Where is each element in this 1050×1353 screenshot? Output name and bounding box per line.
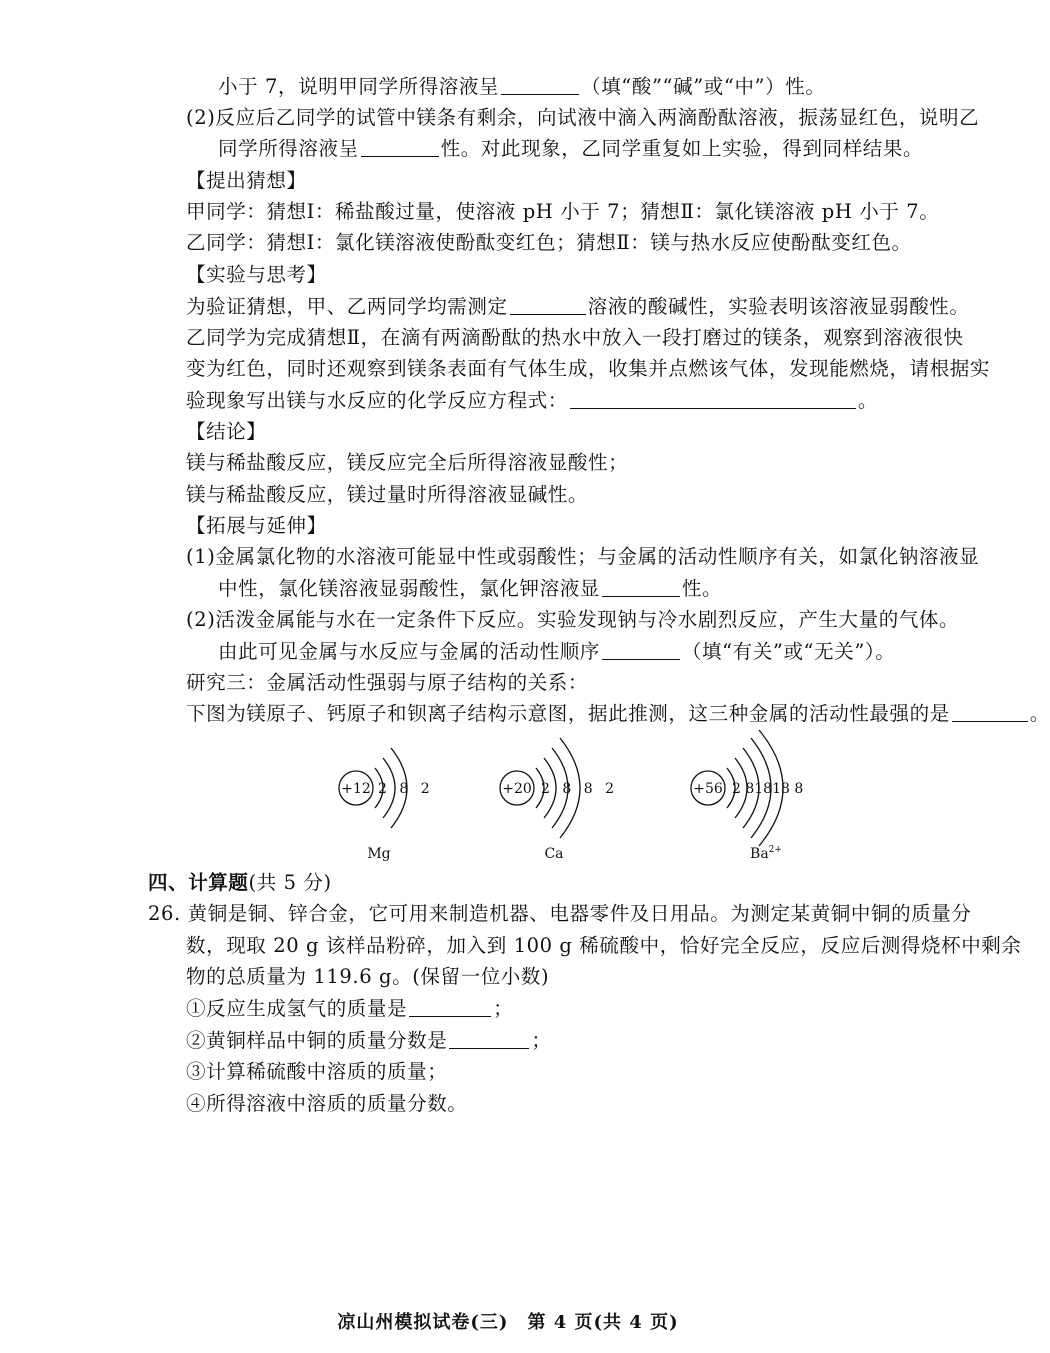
section-heading: 【实验与思考】 [186, 263, 327, 286]
text-line: 乙同学为完成猜想Ⅱ，在滴有两滴酚酞的热水中放入一段打磨过的镁条，观察到溶液很快 [186, 326, 964, 349]
text-line: 甲同学：猜想Ⅰ：稀盐酸过量，使溶液 pH 小于 7；猜想Ⅱ：氯化镁溶液 pH 小于 7。 [186, 200, 940, 223]
ca-label: Ca [544, 846, 564, 862]
sub-question: ③计算稀硫酸中溶质的质量； [186, 1060, 448, 1083]
atomic-structure-diagram [0, 732, 1016, 872]
section-4-title: 四、计算题(共 5 分) [148, 871, 332, 894]
answer-blank[interactable] [952, 703, 1028, 722]
text-line: 镁与稀盐酸反应，镁反应完全后所得溶液显酸性； [186, 451, 629, 474]
ba-symbol: Ba [750, 846, 769, 862]
ba-nucleus: +56 [693, 781, 723, 797]
answer-blank[interactable] [570, 390, 856, 409]
ba-charge: 2+ [768, 845, 782, 855]
mg-nucleus: +12 [341, 781, 371, 797]
answer-blank[interactable] [449, 1030, 529, 1049]
section-heading: 【结论】 [186, 420, 267, 443]
mg-electrons: 2 8 2 [378, 781, 434, 797]
text-line: 变为红色，同时还观察到镁条表面有气体生成，收集并点燃该气体，发现能燃烧，请根据实 [186, 357, 991, 380]
answer-blank[interactable] [409, 998, 491, 1017]
answer-blank[interactable] [361, 138, 439, 157]
text-line: (1)金属氯化物的水溶液可能显中性或弱酸性；与金属的活动性顺序有关，如氯化钠溶液显 [186, 545, 980, 568]
sub-question: ④所得溶液中溶质的质量分数。 [186, 1092, 468, 1115]
answer-blank[interactable] [602, 641, 680, 660]
ca-electrons: 2 8 8 2 [541, 781, 618, 797]
question-26-line: 数，现取 20 g 该样品粉碎，加入到 100 g 稀硫酸中，恰好完全反应，反应后测得烧杯中剩余 [186, 934, 1022, 957]
answer-blank[interactable] [501, 76, 579, 95]
text-line: (2)反应后乙同学的试管中镁条有剩余，向试液中滴入两滴酚酞溶液，振荡显红色，说明乙 [186, 106, 980, 129]
ba-electron-counts: 2 81818 8 [732, 781, 804, 797]
section-heading: 【拓展与延伸】 [186, 514, 327, 537]
text-line: 为验证猜想，甲、乙两同学均需测定 溶液的酸碱性，实验表明该溶液显弱酸性。 [186, 295, 970, 318]
ca-nucleus: +20 [502, 781, 532, 797]
text-line: 验现象写出镁与水反应的化学反应方程式： 。 [186, 389, 879, 412]
mg-label: Mg [367, 846, 391, 862]
sub-question: ①反应生成氢气的质量是 ； [186, 997, 514, 1020]
text-line: 乙同学：猜想Ⅰ：氯化镁溶液使酚酞变红色；猜想Ⅱ：镁与热水反应使酚酞变红色。 [186, 231, 912, 254]
text-line: 小于 7，说明甲同学所得溶液呈 （填“酸”“碱”或“中”）性。 [218, 75, 826, 98]
page-footer: 凉山州模拟试卷(三) 第 4 页(共 4 页) [337, 1312, 679, 1333]
answer-blank[interactable] [510, 296, 586, 315]
text-line: 下图为镁原子、钙原子和钡离子结构示意图，据此推测，这三种金属的活动性最强的是 。 [186, 702, 1050, 725]
text-line: 镁与稀盐酸反应，镁过量时所得溶液显碱性。 [186, 483, 589, 506]
ba-label [750, 845, 782, 862]
text-line: 同学所得溶液呈 性。对此现象，乙同学重复如上实验，得到同样结果。 [218, 137, 924, 160]
text-line: (2)活泼金属能与水在一定条件下反应。实验发现钠与冷水剧烈反应，产生大量的气体。 [186, 608, 960, 631]
ba-electrons [732, 781, 803, 797]
section-heading: 【提出猜想】 [186, 169, 307, 192]
text-line: 中性，氯化镁溶液显弱酸性，氯化钾溶液显 性。 [218, 577, 723, 600]
question-26-line: 26. 黄铜是铜、锌合金，它可用来制造机器、电器零件及日用品。为测定某黄铜中铜的质量分 [148, 902, 972, 925]
sub-question: ②黄铜样品中铜的质量分数是 ； [186, 1029, 552, 1052]
text-line: 研究三：金属活动性强弱与原子结构的关系： [186, 671, 589, 694]
text-line: 由此可见金属与水反应与金属的活动性顺序 （填“有关”或“无关”）。 [218, 640, 896, 663]
answer-blank[interactable] [602, 578, 680, 597]
question-26-line: 物的总质量为 119.6 g。(保留一位小数) [186, 965, 550, 988]
